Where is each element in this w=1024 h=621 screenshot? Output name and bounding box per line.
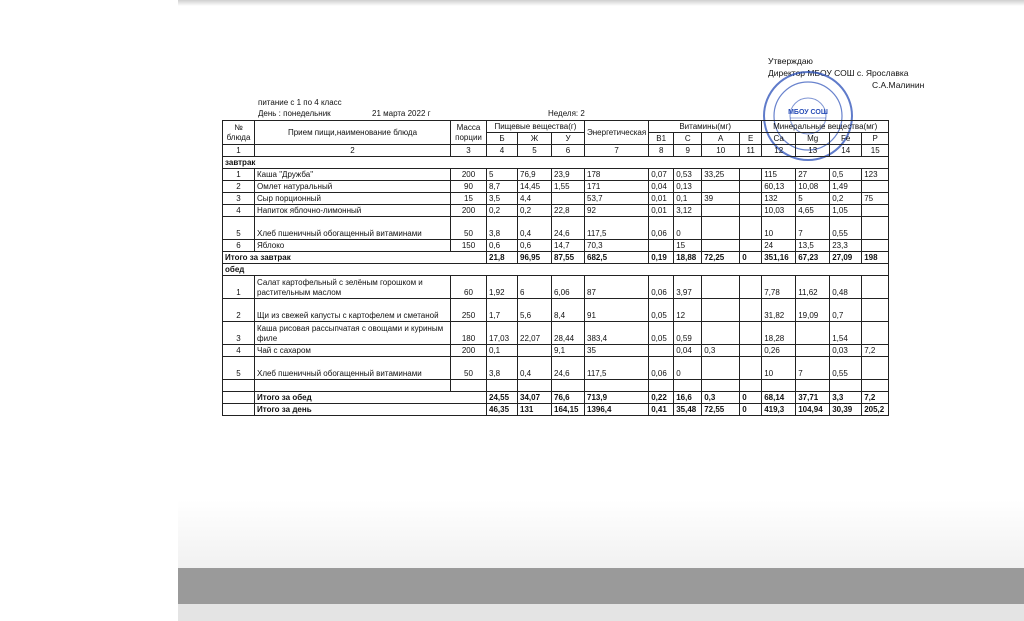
total-breakfast-row-ca: 351,16 [762, 252, 796, 264]
dish-ca: 18,28 [762, 322, 796, 345]
total-lunch-row-b: 24,55 [487, 392, 518, 404]
total-day-row-p: 205,2 [862, 404, 889, 416]
approval-line-3: С.А.Малинин [872, 80, 925, 90]
dish-a [702, 240, 740, 252]
total-day-row-e: 1396,4 [585, 404, 649, 416]
dish-mg: 13,5 [796, 240, 830, 252]
dish-b: 1,92 [487, 276, 518, 299]
dish-mass: 180 [451, 322, 487, 345]
dish-ca: 60,13 [762, 181, 796, 193]
dish-a [702, 322, 740, 345]
dish-name: Каша рисовая рассыпчатая с овощами и куриным филе [255, 322, 451, 345]
total-breakfast-row-e: 682,5 [585, 252, 649, 264]
dish-number: 3 [223, 193, 255, 205]
col-subheader: У [552, 133, 585, 145]
dish-p: 75 [862, 193, 889, 205]
dish-e: 91 [585, 299, 649, 322]
dish-b: 0,2 [487, 205, 518, 217]
dish-mass: 250 [451, 299, 487, 322]
dish-ca: 115 [762, 169, 796, 181]
dish-zh: 5,6 [518, 299, 552, 322]
dish-ve [740, 276, 762, 299]
dish-a [702, 217, 740, 240]
dish-fe: 1,49 [830, 181, 862, 193]
total-lunch-row [223, 392, 889, 404]
dish-p [862, 205, 889, 217]
dish-fe: 0,03 [830, 345, 862, 357]
section-lunch [223, 264, 889, 276]
dish-v1: 0,06 [649, 217, 674, 240]
dish-ve [740, 193, 762, 205]
total-lunch-row-mg: 37,71 [796, 392, 830, 404]
week-label: Неделя: 2 [548, 109, 585, 118]
col-index: 10 [702, 145, 740, 157]
col-index: 5 [518, 145, 552, 157]
total-lunch-row-ve: 0 [740, 392, 762, 404]
dish-p [862, 299, 889, 322]
total-breakfast-row-label: Итого за завтрак [223, 252, 487, 264]
dish-e: 171 [585, 181, 649, 193]
dish-name: Сыр порционный [255, 193, 451, 205]
col-header-vitamins: Витамины(мг) [649, 121, 762, 133]
col-index: 8 [649, 145, 674, 157]
col-subheader: Ж [518, 133, 552, 145]
dish-name: Яблоко [255, 240, 451, 252]
dish-ve [740, 240, 762, 252]
dish-u: 14,7 [552, 240, 585, 252]
dish-mass: 50 [451, 217, 487, 240]
dish-name: Каша "Дружба" [255, 169, 451, 181]
dish-b: 17,03 [487, 322, 518, 345]
dish-c: 3,12 [674, 205, 702, 217]
dish-fe: 0,2 [830, 193, 862, 205]
dish-a [702, 181, 740, 193]
col-index: 2 [255, 145, 451, 157]
nutrition-label: питание с 1 по 4 класс [258, 98, 342, 107]
total-day-row [223, 404, 889, 416]
dish-u: 24,6 [552, 217, 585, 240]
dish-ve [740, 345, 762, 357]
dish-v1: 0,05 [649, 322, 674, 345]
total-lunch-row-fe: 3,3 [830, 392, 862, 404]
total-day-row-fe: 30,39 [830, 404, 862, 416]
dish-b: 5 [487, 169, 518, 181]
scan-top-edge [178, 0, 1024, 6]
dish-c: 0,04 [674, 345, 702, 357]
dish-u: 8,4 [552, 299, 585, 322]
dish-zh: 0,2 [518, 205, 552, 217]
col-index: 7 [585, 145, 649, 157]
dish-u: 9,1 [552, 345, 585, 357]
dish-v1: 0,06 [649, 357, 674, 380]
dish-b: 8,7 [487, 181, 518, 193]
dish-p [862, 181, 889, 193]
total-breakfast-row-ve: 0 [740, 252, 762, 264]
dish-e: 178 [585, 169, 649, 181]
dish-number: 1 [223, 276, 255, 299]
dish-mg [796, 345, 830, 357]
total-day-row-u: 164,15 [552, 404, 585, 416]
dish-c: 15 [674, 240, 702, 252]
dish-e: 117,5 [585, 357, 649, 380]
total-day-row-v1: 0,41 [649, 404, 674, 416]
dish-ca: 24 [762, 240, 796, 252]
scan-fade [178, 500, 1024, 568]
dish-e: 117,5 [585, 217, 649, 240]
col-subheader: Р [862, 133, 889, 145]
total-day-row-mg: 104,94 [796, 404, 830, 416]
dish-v1 [649, 345, 674, 357]
empty-cell [862, 380, 889, 392]
col-subheader: С [674, 133, 702, 145]
total-lunch-row-zh: 34,07 [518, 392, 552, 404]
dish-a [702, 299, 740, 322]
total-breakfast-row-b: 21,8 [487, 252, 518, 264]
col-subheader: Са [762, 133, 796, 145]
dish-mass: 15 [451, 193, 487, 205]
col-index: 11 [740, 145, 762, 157]
total-day-row-a: 72,55 [702, 404, 740, 416]
dish-mass: 150 [451, 240, 487, 252]
dish-number: 3 [223, 322, 255, 345]
dish-a: 33,25 [702, 169, 740, 181]
dish-ca: 10 [762, 357, 796, 380]
dish-ca: 31,82 [762, 299, 796, 322]
dish-mass: 50 [451, 357, 487, 380]
total-lunch-row-e: 713,9 [585, 392, 649, 404]
dish-c: 3,97 [674, 276, 702, 299]
total-breakfast-row-zh: 96,95 [518, 252, 552, 264]
dish-a: 0,3 [702, 345, 740, 357]
dish-u: 24,6 [552, 357, 585, 380]
dish-e: 35 [585, 345, 649, 357]
total-breakfast-row-fe: 27,09 [830, 252, 862, 264]
dish-zh: 14,45 [518, 181, 552, 193]
dish-ve [740, 299, 762, 322]
dish-fe: 1,54 [830, 322, 862, 345]
dish-v1: 0,05 [649, 299, 674, 322]
col-index: 6 [552, 145, 585, 157]
dish-mg: 7 [796, 217, 830, 240]
dish-zh: 6 [518, 276, 552, 299]
empty-cell [702, 380, 740, 392]
dish-mass: 60 [451, 276, 487, 299]
empty-cell [585, 380, 649, 392]
empty-cell [487, 380, 518, 392]
date-label: 21 марта 2022 г [372, 109, 431, 118]
dish-e: 92 [585, 205, 649, 217]
dish-u: 28,44 [552, 322, 585, 345]
dish-mass: 200 [451, 205, 487, 217]
col-index: 13 [796, 145, 830, 157]
total-day-row-label: Итого за день [255, 404, 487, 416]
empty-cell [796, 380, 830, 392]
dish-zh: 0,6 [518, 240, 552, 252]
col-header-name: Прием пищи,наименование блюда [255, 121, 451, 145]
dish-p [862, 357, 889, 380]
dish-v1: 0,06 [649, 276, 674, 299]
dish-a: 39 [702, 193, 740, 205]
dish-u: 22,8 [552, 205, 585, 217]
dish-c: 0 [674, 217, 702, 240]
col-header-mass: Масса порции [451, 121, 487, 145]
total-breakfast-row-a: 72,25 [702, 252, 740, 264]
total-breakfast-row-mg: 67,23 [796, 252, 830, 264]
total-day-row-zh: 131 [518, 404, 552, 416]
dish-mg: 10,08 [796, 181, 830, 193]
total-day-row-blank [223, 404, 255, 416]
dish-u [552, 193, 585, 205]
table-row [223, 240, 889, 252]
dish-p: 7,2 [862, 345, 889, 357]
dish-a [702, 276, 740, 299]
col-index: 1 [223, 145, 255, 157]
total-lunch-row-c: 16,6 [674, 392, 702, 404]
dish-ve [740, 181, 762, 193]
total-breakfast-row-u: 87,55 [552, 252, 585, 264]
total-day-row-b: 46,35 [487, 404, 518, 416]
empty-cell [674, 380, 702, 392]
dish-mg: 11,62 [796, 276, 830, 299]
table-row [223, 169, 889, 181]
dish-e: 383,4 [585, 322, 649, 345]
total-day-row-ca: 419,3 [762, 404, 796, 416]
col-index: 9 [674, 145, 702, 157]
total-breakfast-row-v1: 0,19 [649, 252, 674, 264]
table-row [223, 276, 889, 299]
dish-zh: 4,4 [518, 193, 552, 205]
dish-ca: 10,03 [762, 205, 796, 217]
dish-fe: 23,3 [830, 240, 862, 252]
dish-number: 5 [223, 357, 255, 380]
dish-u: 23,9 [552, 169, 585, 181]
dish-number: 4 [223, 205, 255, 217]
header-row-1 [223, 121, 889, 133]
dish-zh: 76,9 [518, 169, 552, 181]
dish-v1: 0,04 [649, 181, 674, 193]
table-row [223, 357, 889, 380]
dish-ve [740, 205, 762, 217]
dish-ve [740, 217, 762, 240]
dish-number: 6 [223, 240, 255, 252]
table-row [223, 205, 889, 217]
dish-fe: 0,5 [830, 169, 862, 181]
col-header-minerals: Минеральные вещества(мг) [762, 121, 889, 133]
total-breakfast-row [223, 252, 889, 264]
day-label: День : понедельник [258, 109, 331, 118]
col-index: 15 [862, 145, 889, 157]
dish-p: 123 [862, 169, 889, 181]
dish-mass: 200 [451, 169, 487, 181]
empty-cell [740, 380, 762, 392]
dish-mg: 19,09 [796, 299, 830, 322]
empty-cell [552, 380, 585, 392]
table-row [223, 299, 889, 322]
col-header-num: № блюда [223, 121, 255, 145]
dish-c: 0,59 [674, 322, 702, 345]
dish-zh: 0,4 [518, 217, 552, 240]
dish-zh: 22,07 [518, 322, 552, 345]
dish-b: 3,8 [487, 357, 518, 380]
empty-cell [830, 380, 862, 392]
total-breakfast-row-p: 198 [862, 252, 889, 264]
total-day-row-ve: 0 [740, 404, 762, 416]
dish-zh [518, 345, 552, 357]
col-index: 12 [762, 145, 796, 157]
dish-e: 87 [585, 276, 649, 299]
dish-mass: 200 [451, 345, 487, 357]
dish-mass: 90 [451, 181, 487, 193]
section-lunch-label: обед [223, 264, 889, 276]
dish-ca: 0,26 [762, 345, 796, 357]
dish-fe: 1,05 [830, 205, 862, 217]
dish-name: Омлет натуральный [255, 181, 451, 193]
dish-b: 3,5 [487, 193, 518, 205]
dish-b: 3,8 [487, 217, 518, 240]
menu-table [222, 120, 889, 416]
dish-ca: 7,78 [762, 276, 796, 299]
dish-name: Чай с сахаром [255, 345, 451, 357]
dish-v1: 0,07 [649, 169, 674, 181]
dish-name: Салат картофельный с зелёным горошком и растительным маслом [255, 276, 451, 299]
dish-e: 70,3 [585, 240, 649, 252]
empty-cell [518, 380, 552, 392]
dish-number: 2 [223, 181, 255, 193]
dish-mg [796, 322, 830, 345]
dish-mg: 4,65 [796, 205, 830, 217]
dish-fe: 0,48 [830, 276, 862, 299]
section-breakfast-label: завтрак [223, 157, 889, 169]
dish-b: 0,1 [487, 345, 518, 357]
col-subheader: В1 [649, 133, 674, 145]
total-day-row-c: 35,48 [674, 404, 702, 416]
dish-v1: 0,01 [649, 193, 674, 205]
dish-mg: 5 [796, 193, 830, 205]
spacer-row [223, 380, 889, 392]
dish-fe: 0,7 [830, 299, 862, 322]
dish-p [862, 240, 889, 252]
dish-number: 1 [223, 169, 255, 181]
dish-a [702, 357, 740, 380]
table-row [223, 322, 889, 345]
dish-c: 0,1 [674, 193, 702, 205]
dish-v1 [649, 240, 674, 252]
dish-c: 0,13 [674, 181, 702, 193]
dish-e: 53,7 [585, 193, 649, 205]
empty-cell [223, 380, 255, 392]
dish-c: 12 [674, 299, 702, 322]
col-index: 14 [830, 145, 862, 157]
empty-cell [451, 380, 487, 392]
total-lunch-row-p: 7,2 [862, 392, 889, 404]
dish-zh: 0,4 [518, 357, 552, 380]
table-row [223, 217, 889, 240]
dish-ca: 132 [762, 193, 796, 205]
approval-line-1: Утверждаю [768, 56, 813, 66]
col-subheader: Мg [796, 133, 830, 145]
dish-name: Напиток яблочно-лимонный [255, 205, 451, 217]
col-header-energy: Энергетическая [585, 121, 649, 145]
dish-b: 0,6 [487, 240, 518, 252]
scan-bottom-edge [178, 568, 1024, 604]
stamp-text: МБОУ СОШ [788, 109, 828, 116]
table-row [223, 181, 889, 193]
dish-mg: 7 [796, 357, 830, 380]
empty-cell [649, 380, 674, 392]
col-subheader: Fe [830, 133, 862, 145]
empty-cell [762, 380, 796, 392]
total-lunch-row-a: 0,3 [702, 392, 740, 404]
col-subheader: Б [487, 133, 518, 145]
dish-name: Хлеб пшеничный обогащенный витаминами [255, 217, 451, 240]
total-lunch-row-label: Итого за обед [255, 392, 487, 404]
section-breakfast [223, 157, 889, 169]
table-row [223, 345, 889, 357]
empty-cell [255, 380, 451, 392]
dish-ve [740, 169, 762, 181]
col-subheader: А [702, 133, 740, 145]
dish-c: 0 [674, 357, 702, 380]
dish-u: 1,55 [552, 181, 585, 193]
approval-line-2: Директор МБОУ СОШ с. Ярославка [768, 68, 909, 78]
total-breakfast-row-c: 18,88 [674, 252, 702, 264]
dish-name: Хлеб пшеничный обогащенный витаминами [255, 357, 451, 380]
col-header-nutrients: Пищевые вещества(г) [487, 121, 585, 133]
dish-fe: 0,55 [830, 217, 862, 240]
dish-number: 5 [223, 217, 255, 240]
col-subheader: Е [740, 133, 762, 145]
dish-fe: 0,55 [830, 357, 862, 380]
dish-number: 2 [223, 299, 255, 322]
dish-p [862, 322, 889, 345]
dish-ve [740, 322, 762, 345]
dish-c: 0,53 [674, 169, 702, 181]
index-row [223, 145, 889, 157]
dish-ca: 10 [762, 217, 796, 240]
col-index: 3 [451, 145, 487, 157]
dish-v1: 0,01 [649, 205, 674, 217]
dish-mg: 27 [796, 169, 830, 181]
dish-b: 1,7 [487, 299, 518, 322]
total-lunch-row-ca: 68,14 [762, 392, 796, 404]
total-lunch-row-blank [223, 392, 255, 404]
table-row [223, 193, 889, 205]
dish-u: 6,06 [552, 276, 585, 299]
dish-p [862, 217, 889, 240]
dish-number: 4 [223, 345, 255, 357]
dish-a [702, 205, 740, 217]
total-lunch-row-v1: 0,22 [649, 392, 674, 404]
scan-bottom-margin [178, 604, 1024, 621]
dish-p [862, 276, 889, 299]
dish-ve [740, 357, 762, 380]
total-lunch-row-u: 76,6 [552, 392, 585, 404]
col-index: 4 [487, 145, 518, 157]
dish-name: Щи из свежей капусты с картофелем и сметаной [255, 299, 451, 322]
